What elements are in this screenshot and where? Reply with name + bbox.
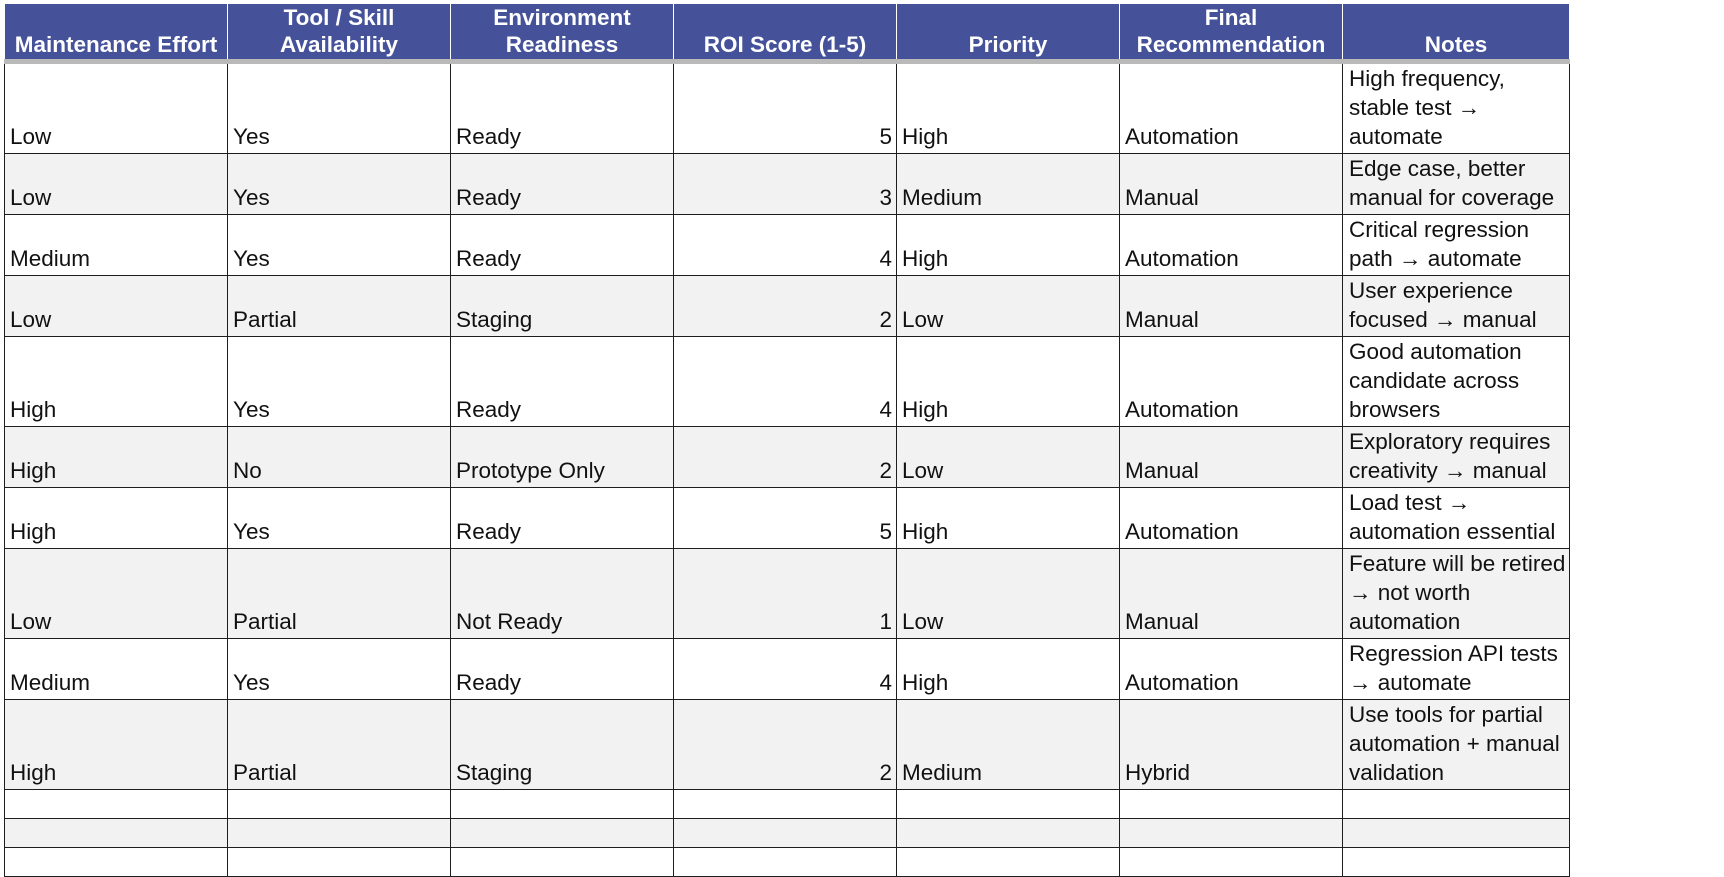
cell-priority[interactable]	[897, 848, 1120, 877]
cell-priority[interactable]: Medium	[897, 154, 1120, 215]
cell-environment-readiness[interactable]	[451, 790, 674, 819]
cell-notes[interactable]: Critical regression path → automate	[1343, 215, 1570, 276]
table-row	[5, 488, 1570, 549]
cell-maintenance-effort[interactable]: High	[5, 488, 228, 549]
table-row	[5, 848, 1570, 877]
cell-environment-readiness[interactable]: Staging	[451, 276, 674, 337]
cell-environment-readiness[interactable]	[451, 819, 674, 848]
cell-final-recommendation[interactable]: Automation	[1120, 62, 1343, 154]
cell-final-recommendation[interactable]: Hybrid	[1120, 700, 1343, 790]
cell-priority[interactable]: Low	[897, 427, 1120, 488]
cell-maintenance-effort[interactable]: Low	[5, 154, 228, 215]
cell-roi-score[interactable]	[674, 790, 897, 819]
cell-environment-readiness[interactable]: Ready	[451, 337, 674, 427]
cell-roi-score[interactable]: 5	[674, 488, 897, 549]
table-row	[5, 215, 1570, 276]
cell-roi-score[interactable]	[674, 848, 897, 877]
table-row	[5, 154, 1570, 215]
cell-environment-readiness[interactable]	[451, 848, 674, 877]
cell-priority[interactable]: Low	[897, 276, 1120, 337]
cell-environment-readiness[interactable]: Prototype Only	[451, 427, 674, 488]
table-row	[5, 62, 1570, 154]
table-row	[5, 819, 1570, 848]
cell-notes[interactable]: Exploratory requires creativity → manual	[1343, 427, 1570, 488]
cell-final-recommendation[interactable]: Automation	[1120, 337, 1343, 427]
cell-maintenance-effort[interactable]	[5, 819, 228, 848]
cell-roi-score[interactable]: 1	[674, 549, 897, 639]
cell-notes[interactable]	[1343, 790, 1570, 819]
cell-maintenance-effort[interactable]: Low	[5, 549, 228, 639]
cell-final-recommendation[interactable]: Manual	[1120, 154, 1343, 215]
cell-roi-score[interactable]: 2	[674, 276, 897, 337]
cell-final-recommendation[interactable]: Automation	[1120, 488, 1343, 549]
header-row	[5, 4, 1570, 62]
cell-roi-score[interactable]: 4	[674, 337, 897, 427]
cell-environment-readiness[interactable]: Staging	[451, 700, 674, 790]
cell-maintenance-effort[interactable]: High	[5, 337, 228, 427]
cell-final-recommendation[interactable]: Automation	[1120, 215, 1343, 276]
cell-tool-skill-availability[interactable]: Yes	[228, 62, 451, 154]
cell-notes[interactable]: User experience focused → manual	[1343, 276, 1570, 337]
cell-notes[interactable]: Use tools for partial automation + manual validation	[1343, 700, 1570, 790]
cell-final-recommendation[interactable]: Manual	[1120, 276, 1343, 337]
cell-final-recommendation[interactable]	[1120, 848, 1343, 877]
column-header-tool-skill-availability[interactable]: Tool / Skill Availability	[228, 4, 451, 62]
cell-priority[interactable]: High	[897, 215, 1120, 276]
cell-priority[interactable]: High	[897, 488, 1120, 549]
column-header-final-recommendation[interactable]: Final Recommendation	[1120, 4, 1343, 62]
cell-roi-score[interactable]: 5	[674, 62, 897, 154]
cell-environment-readiness[interactable]: Ready	[451, 488, 674, 549]
cell-priority[interactable]: Low	[897, 549, 1120, 639]
cell-maintenance-effort[interactable]	[5, 790, 228, 819]
table-row	[5, 427, 1570, 488]
cell-environment-readiness[interactable]: Not Ready	[451, 549, 674, 639]
cell-environment-readiness[interactable]: Ready	[451, 215, 674, 276]
cell-tool-skill-availability[interactable]	[228, 848, 451, 877]
cell-tool-skill-availability[interactable]: Yes	[228, 154, 451, 215]
cell-tool-skill-availability[interactable]: Partial	[228, 276, 451, 337]
cell-tool-skill-availability[interactable]: Yes	[228, 488, 451, 549]
cell-tool-skill-availability[interactable]: No	[228, 427, 451, 488]
cell-notes[interactable]: Regression API tests → automate	[1343, 639, 1570, 700]
column-header-maintenance-effort[interactable]: Maintenance Effort	[5, 4, 228, 62]
cell-environment-readiness[interactable]: Ready	[451, 154, 674, 215]
cell-final-recommendation[interactable]: Automation	[1120, 639, 1343, 700]
column-header-notes[interactable]: Notes	[1343, 4, 1570, 62]
cell-tool-skill-availability[interactable]: Partial	[228, 549, 451, 639]
column-header-roi-score[interactable]: ROI Score (1-5)	[674, 4, 897, 62]
table-row	[5, 700, 1570, 790]
cell-notes[interactable]	[1343, 819, 1570, 848]
table-row	[5, 276, 1570, 337]
cell-final-recommendation[interactable]: Manual	[1120, 549, 1343, 639]
cell-roi-score[interactable]: 4	[674, 639, 897, 700]
cell-priority[interactable]	[897, 819, 1120, 848]
cell-notes[interactable]: Feature will be retired → not worth automation	[1343, 549, 1570, 639]
cell-priority[interactable]: High	[897, 62, 1120, 154]
table-row	[5, 549, 1570, 639]
cell-maintenance-effort[interactable]: High	[5, 700, 228, 790]
cell-tool-skill-availability[interactable]	[228, 819, 451, 848]
cell-priority[interactable]	[897, 790, 1120, 819]
cell-final-recommendation[interactable]: Manual	[1120, 427, 1343, 488]
cell-roi-score[interactable]	[674, 819, 897, 848]
cell-notes[interactable]: Edge case, better manual for coverage	[1343, 154, 1570, 215]
cell-notes[interactable]	[1343, 848, 1570, 877]
table-row	[5, 337, 1570, 427]
cell-notes[interactable]: Load test → automation essential	[1343, 488, 1570, 549]
cell-priority[interactable]: Medium	[897, 700, 1120, 790]
cell-priority[interactable]: High	[897, 337, 1120, 427]
column-header-priority[interactable]: Priority	[897, 4, 1120, 62]
cell-notes[interactable]: High frequency, stable test → automate	[1343, 62, 1570, 154]
data-table	[4, 3, 1570, 877]
cell-maintenance-effort[interactable]: High	[5, 427, 228, 488]
cell-environment-readiness[interactable]: Ready	[451, 639, 674, 700]
cell-tool-skill-availability[interactable]: Yes	[228, 337, 451, 427]
cell-maintenance-effort[interactable]	[5, 848, 228, 877]
cell-roi-score[interactable]: 3	[674, 154, 897, 215]
cell-notes[interactable]: Good automation candidate across browsers	[1343, 337, 1570, 427]
table-row	[5, 790, 1570, 819]
cell-priority[interactable]: High	[897, 639, 1120, 700]
cell-tool-skill-availability[interactable]: Yes	[228, 639, 451, 700]
cell-maintenance-effort[interactable]: Medium	[5, 639, 228, 700]
cell-final-recommendation[interactable]	[1120, 790, 1343, 819]
cell-roi-score[interactable]: 2	[674, 700, 897, 790]
cell-maintenance-effort[interactable]: Medium	[5, 215, 228, 276]
cell-tool-skill-availability[interactable]: Yes	[228, 215, 451, 276]
cell-roi-score[interactable]: 4	[674, 215, 897, 276]
cell-tool-skill-availability[interactable]	[228, 790, 451, 819]
cell-tool-skill-availability[interactable]: Partial	[228, 700, 451, 790]
cell-maintenance-effort[interactable]: Low	[5, 62, 228, 154]
cell-maintenance-effort[interactable]: Low	[5, 276, 228, 337]
cell-roi-score[interactable]: 2	[674, 427, 897, 488]
column-header-environment-readiness[interactable]: Environment Readiness	[451, 4, 674, 62]
cell-final-recommendation[interactable]	[1120, 819, 1343, 848]
cell-environment-readiness[interactable]: Ready	[451, 62, 674, 154]
table-row	[5, 639, 1570, 700]
